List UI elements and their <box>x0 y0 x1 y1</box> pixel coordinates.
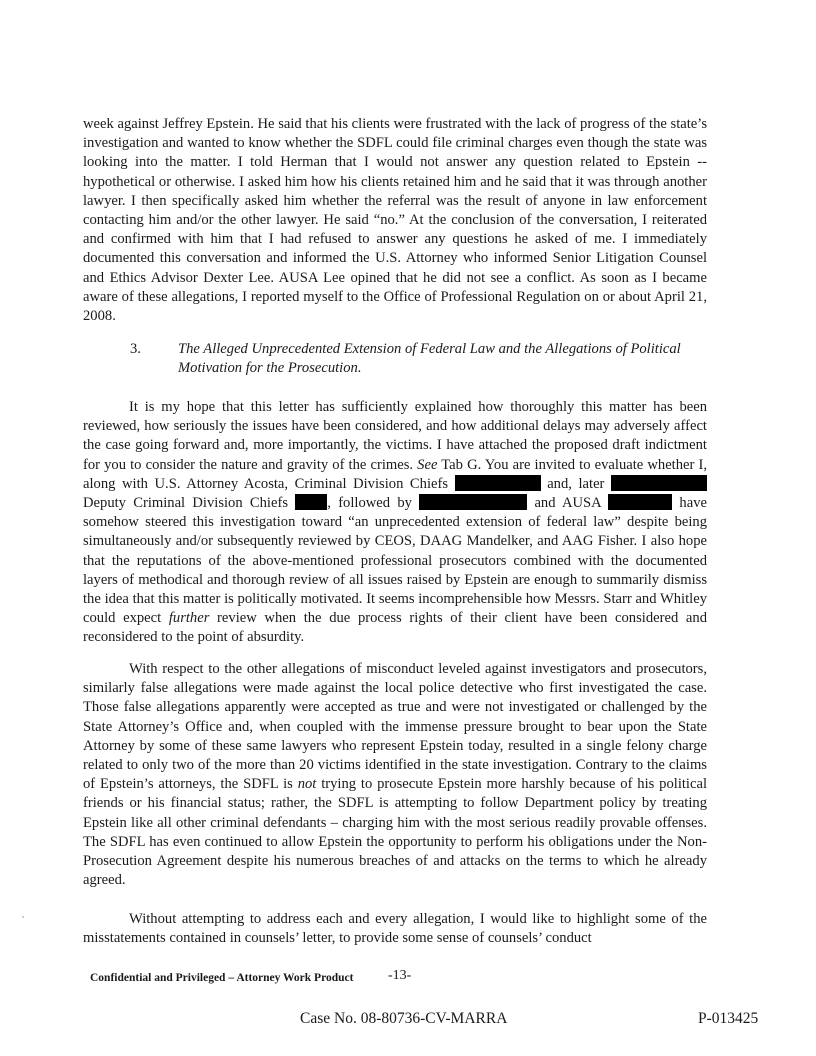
text-run: With respect to the other allegations of misconduct leveled against investigators and prosecutors, similarly false allegations were made against the local police detective who first investigated the case. Those false allegations apparently were accepted as true and were not investigated or challenged by the State Attorney’s Office and, when coupled with the immense pressure brought to bear upon the State Attorney by some of these same lawyers who represent Epstein today, resulted in a single felony charge related to only two of the more than 20 victims identified in the state investigation. Contrary to the claims of Epstein’s attorneys, the SDFL is <box>83 661 707 793</box>
section-title: The Alleged Unprecedented Extension of Federal Law and the Allegations of Political Motivation for the Prosecution. <box>178 341 681 377</box>
scan-artifact <box>22 916 24 918</box>
text-run: It is my hope that this letter has sufficiently explained how thoroughly this matter has been reviewed, how seriously the issues have been considered, and how additional delays may adversely affect the case going forward and, more importantly, the victims. I have attached the proposed draft indictment for you to consider the nature and gravity of the crimes. <box>83 399 707 473</box>
text-run: Tab G. You are invited to evaluate whether I, along with U.S. Attorney Acosta, Criminal Division Chiefs <box>83 456 707 492</box>
text-run: Deputy Criminal Division Chiefs <box>83 495 296 512</box>
redaction-block <box>455 475 541 491</box>
redaction-block <box>295 494 327 510</box>
redaction-block <box>611 475 707 491</box>
italic-see: See <box>417 456 438 473</box>
page-number: -13- <box>388 968 412 983</box>
italic-not: not <box>297 776 317 793</box>
paragraph-misstatements <box>83 910 707 948</box>
italic-further: further <box>168 610 210 627</box>
paragraph-text: week against Jeffrey Epstein. He said that his clients were frustrated with the lack of progress of the state’s investigation and wanted to know whether the SDFL could file criminal charges even though the state was looking into the matter. I told Herman that I would not answer any question related to Epstein -- hypothetical or otherwise. I asked him how his clients retained him and he said that it was through another lawyer. I then specifically asked him whether the referral was the result of anyone in law enforcement contacting him and/or the other lawyer. He said “no.” At the conclusion of the conversation, I reiterated and confirmed with him that I had refused to answer any questions he asked of me. I immediately documented this conversation and informed the U.S. Attorney who informed Senior Litigation Counsel and Ethics Advisor Dexter Lee. AUSA Lee opined that he did not see a conflict. As soon as I became aware of these allegations, I reported myself to the Office of Professional Regulation on or about April 21, 2008. <box>83 116 707 325</box>
case-number: Case No. 08-80736-CV-MARRA <box>300 1010 508 1027</box>
text-run: review when the due process rights of their client have been considered and reconsidered to the point of absurdity. <box>83 610 707 646</box>
bates-number: P-013425 <box>698 1010 759 1027</box>
text-run: , followed by <box>327 495 420 512</box>
paragraph-misconduct-allegations <box>83 660 707 890</box>
text-run: trying to prosecute Epstein more harshly because of his political friends or his financial status; rather, the SDFL is attempting to follow Department policy by treating Epstein like all other criminal defendants – charging him with the most serious readily provable offenses. The SDFL has even continued to allow Epstein the opportunity to perform his obligations under the Non-Prosecution Agreement despite his numerous breaches of and attacks on the terms to which he already agreed. <box>83 776 707 889</box>
section-number: 3. <box>130 341 141 357</box>
redaction-block <box>608 494 672 510</box>
redaction-block <box>419 494 527 510</box>
paragraph-text: Without attempting to address each and every allegation, I would like to highlight some of the misstatements contained in counsels’ letter, to provide some sense of counsels’ conduct <box>83 911 707 947</box>
text-run: and AUSA <box>527 495 609 512</box>
text-run: and, later <box>540 475 611 492</box>
text-run: have somehow steered this investigation toward “an unprecedented extension of federal law” despite being simultaneously and/or subsequently reviewed by CEOS, DAAG Mandelker, and AAG Fisher. I also hope that the reputations of the above-mentioned professional prosecutors combined with the documented layers of methodical and thorough review of all issues raised by Epstein are enough to summarily dismiss the idea that this matter is politically motivated. It seems incomprehensible how Messrs. Starr and Whitley could expect <box>83 495 707 627</box>
confidential-footer: Confidential and Privileged – Attorney Work Product <box>90 972 354 984</box>
paragraph-review-explanation <box>83 398 707 648</box>
section-heading <box>130 340 690 378</box>
paragraph-herman-conversation <box>83 115 707 326</box>
